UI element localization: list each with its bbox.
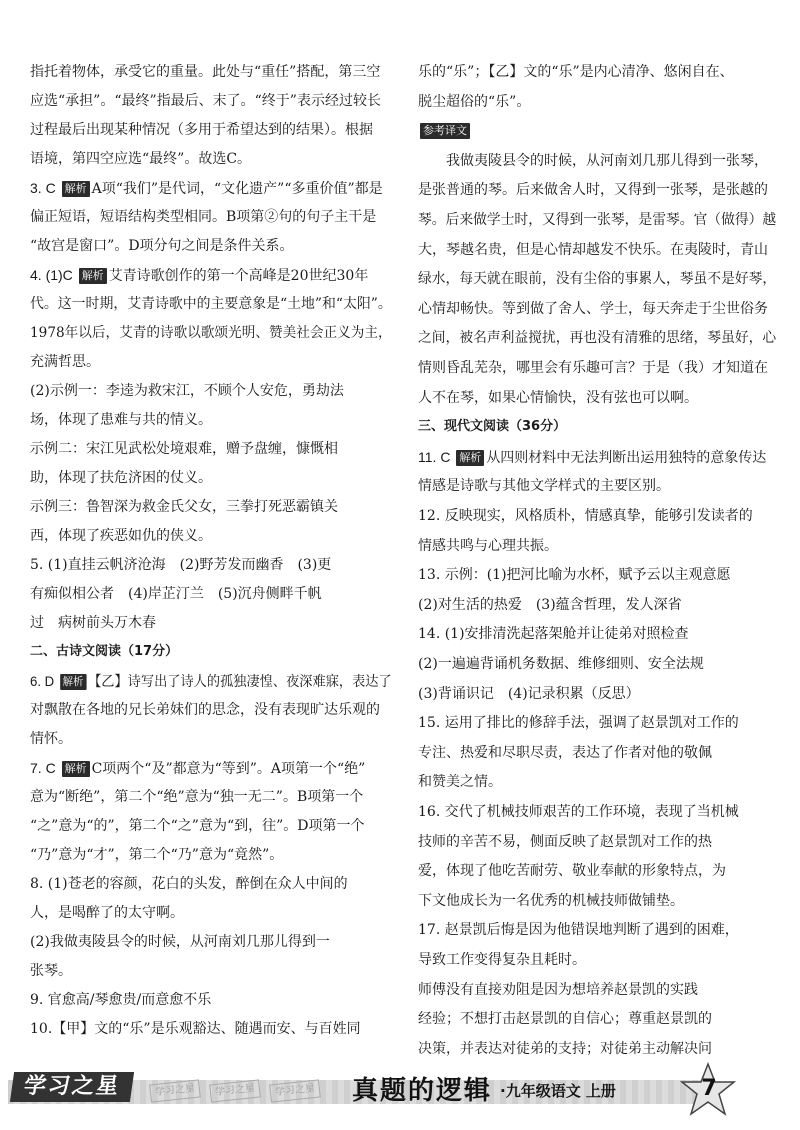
text-line: 8. (1)苍老的容颜，花白的头发，醉倒在众人中间的 xyxy=(30,876,348,892)
page-number: 7 xyxy=(701,1076,717,1101)
text-line: 爱，体现了他吃苦耐劳、敬业奉献的形象特点，为 xyxy=(418,863,726,880)
text-line: “故宫是窗口”。D项分句之间是条件关系。 xyxy=(30,238,294,254)
text-line: 代。这一时期，艾青诗歌中的主要意象是“土地”和“太阳”。 xyxy=(30,296,392,312)
text-line: 16. 交代了机械技师艰苦的工作环境，表现了当机械 xyxy=(418,804,739,820)
line-text: A项“我们”是代词，“文化遗产”“多重价值”都是 xyxy=(91,181,383,197)
text-line: 我做夷陵县令的时候，从河南刘几那儿得到一张琴， xyxy=(418,152,768,169)
text-line: (2)我做夷陵县令的时候，从河南刘几那儿得到一 xyxy=(30,934,330,950)
text-line: “之”意为“的”，第二个“之”意为“到，往”。D项第一个 xyxy=(30,818,365,834)
text-line: 对飘散在各地的兄长弟妹们的思念，没有表现旷达乐观的 xyxy=(30,702,380,718)
text-line: 偏正短语，短语结构类型相同。B项第②句的句子主干是 xyxy=(30,209,377,225)
text-line xyxy=(418,121,472,143)
text-line: 西，体现了疾恶如仇的侠义。 xyxy=(30,528,212,544)
text-line: 12. 反映现实，风格质朴，情感真挚，能够引发读者的 xyxy=(418,508,753,524)
publisher-logo: 学习之星 xyxy=(10,1072,134,1102)
logo-stamp: 学习之星 xyxy=(149,1079,201,1102)
text-line: 人，是喝醉了的太守啊。 xyxy=(30,905,184,921)
text-line: 指托着物体，承受它的重量。此处与“重任”搭配，第三空 xyxy=(30,64,381,80)
text-line: 脱尘超俗的“乐”。 xyxy=(418,93,531,110)
text-line: 有痴似相公者 (4)岸芷汀兰 (5)沉舟侧畔千帆 xyxy=(30,586,322,602)
logo-stamp: 学习之星 xyxy=(269,1079,321,1102)
text-line: 和赞美之情。 xyxy=(418,774,502,791)
text-line: 充满哲思。 xyxy=(30,354,100,370)
text-line: 下文他成长为一名优秀的机械技师做铺垫。 xyxy=(418,892,684,909)
text-line: 乐的“乐”；【乙】文的“乐”是内心清净、悠闲自在、 xyxy=(418,64,734,80)
line-text: C项两个“及”都意为“等到”。A项第一个“绝” xyxy=(91,761,366,777)
text-line: 10.【甲】文的“乐”是乐观豁达、随遇而安、与百姓同 xyxy=(30,1021,361,1037)
text-line: (2)示例一：李逵为救宋江，不顾个人安危，勇劫法 xyxy=(30,383,344,399)
text-line: 三、现代文阅读（36分） xyxy=(418,419,567,435)
text-line: 琴。后来做学士时，又得到一张琴，是雷琴。官（做得）越 xyxy=(418,212,777,228)
text-line: 9. 官愈高/琴愈贵/而意愈不乐 xyxy=(30,992,212,1008)
text-line: 17. 赵景凯后悔是因为他错误地判断了遇到的困难， xyxy=(418,922,739,939)
analysis-tag: 参考译文 xyxy=(420,123,470,139)
text-line xyxy=(418,447,766,469)
text-line: (3)背诵识记 (4)记录积累（反思） xyxy=(418,685,640,702)
text-line: 导致工作变得复杂且耗时。 xyxy=(418,952,586,968)
analysis-tag: 解析 xyxy=(62,761,90,777)
text-line: 过程最后出现某种情况（多用于希望达到的结果）。根据 xyxy=(30,122,373,138)
question-number: 11. C xyxy=(418,448,455,465)
text-line: 情则昏乱芜杂，哪里会有乐趣可言？于是（我）才知道在 xyxy=(418,360,768,376)
analysis-tag: 解析 xyxy=(456,450,484,466)
line-text: 艾青诗歌创作的第一个高峰是20世纪30年 xyxy=(108,268,369,284)
text-line: 技师的辛苦不易，侧面反映了赵景凯对工作的热 xyxy=(418,833,712,850)
analysis-tag: 解析 xyxy=(60,674,86,690)
text-line: “乃”意为“才”，第二个“乃”意为“竟然”。 xyxy=(30,847,284,863)
text-line: (2)对生活的热爱 (3)蕴含哲理，发人深省 xyxy=(418,596,682,613)
text-line: (2)一遍遍背诵机务数据、维修细则、安全法规 xyxy=(418,656,704,672)
book-title: 真题的逻辑 xyxy=(352,1076,493,1106)
text-line: 师傅没有直接劝阻是因为想培养赵景凯的实践 xyxy=(418,981,698,998)
text-line: 人不在琴，如果心情愉快，没有弦也可以啊。 xyxy=(418,389,698,406)
text-line: 二、古诗文阅读（17分） xyxy=(30,644,179,659)
logo-stamp: 学习之星 xyxy=(209,1079,261,1102)
text-line: 情感共鸣与心理共振。 xyxy=(418,537,558,554)
text-line: 情感是诗歌与其他文学样式的主要区别。 xyxy=(418,478,670,495)
text-line: 助，体现了扶危济困的仗义。 xyxy=(30,470,212,486)
text-line xyxy=(30,265,368,287)
question-number: 4. (1)C xyxy=(30,267,77,283)
text-line: 经验；不想打击赵景凯的自信心；尊重赵景凯的 xyxy=(418,1011,712,1028)
text-line: 语境，第四空应选“最终”。故选C。 xyxy=(30,151,252,167)
text-line: 决策，并表达对徒弟的支持；对徒弟主动解决问 xyxy=(418,1040,712,1057)
text-line: 过 病树前头万木春 xyxy=(30,615,156,631)
page-footer xyxy=(0,1062,800,1122)
question-number: 7. C xyxy=(30,760,60,776)
analysis-tag: 解析 xyxy=(79,268,107,284)
text-line xyxy=(30,671,392,693)
text-line xyxy=(30,758,365,780)
text-line: 5. (1)直挂云帆济沧海 (2)野芳发而幽香 (3)更 xyxy=(30,557,332,573)
text-line: 13. 示例：(1)把河比喻为水杯，赋予云以主观意愿 xyxy=(418,567,731,584)
text-line: 场，体现了患难与共的情义。 xyxy=(30,412,212,428)
text-line: 绿水，每天就在眼前，没有尘俗的事累人，琴虽不是好琴， xyxy=(418,271,777,288)
text-line: 15. 运用了排比的修辞手法，强调了赵景凯对工作的 xyxy=(418,715,739,732)
text-line: 情怀。 xyxy=(30,731,72,747)
question-number: 3. C xyxy=(30,180,60,196)
text-line: 大，琴越名贵，但是心情却越发不快乐。在夷陵时，青山 xyxy=(418,241,768,258)
text-line: 专注、热爱和尽职尽责，表达了作者对他的敬佩 xyxy=(418,744,712,761)
line-text: 从四则材料中无法判断出运用独特的意象传达 xyxy=(486,449,767,466)
text-line: 14. (1)安排清洗起落架舱并让徒弟对照检查 xyxy=(418,626,689,643)
text-line: 张琴。 xyxy=(30,963,72,979)
analysis-tag: 解析 xyxy=(62,181,90,197)
text-line xyxy=(30,178,383,200)
text-line: 之间，被名声利益搅扰，再也没有清雅的思绪，琴虽好，心 xyxy=(418,330,777,347)
text-line: 应选“承担”。“最终”指最后、末了。“终于”表示经过较长 xyxy=(30,93,381,109)
text-line: 1978年以后，艾青的诗歌以歌颂光明、赞美社会正义为主， xyxy=(30,325,392,341)
text-line: 心情却畅快。等到做了舍人、学士，每天奔走于尘世俗务 xyxy=(418,300,768,317)
text-line: 是张普通的琴。后来做舍人时，又得到一张琴，是张越的 xyxy=(418,182,768,199)
text-line: 意为“断绝”，第二个“绝”意为“独一无二”。B项第一个 xyxy=(30,789,364,805)
line-text: 【乙】诗写出了诗人的孤独凄惶、夜深难寐，表达了 xyxy=(88,674,392,690)
question-number: 6. D xyxy=(30,673,58,689)
text-line: 示例二：宋江见武松处境艰难，赠予盘缠，慷慨相 xyxy=(30,441,338,457)
grade-subject: ·九年级语文 上册 xyxy=(500,1082,616,1100)
text-line: 示例三：鲁智深为救金氏父女，三拳打死恶霸镇关 xyxy=(30,499,338,515)
